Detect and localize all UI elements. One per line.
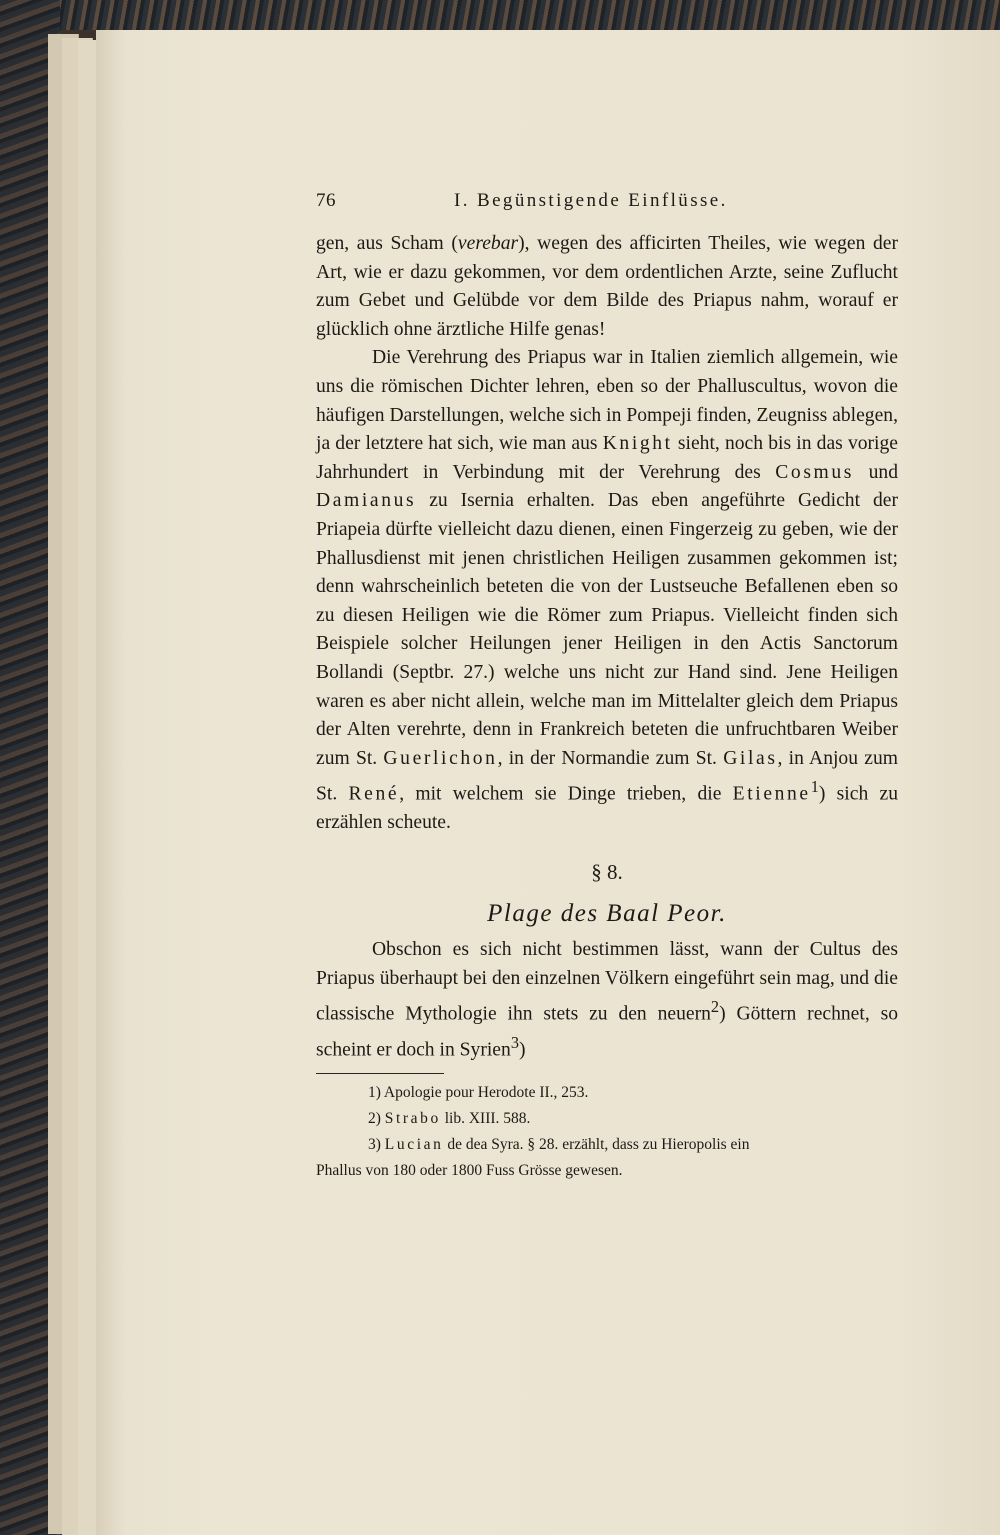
text-run: , in der Normandie zum St. <box>497 747 724 769</box>
text-run: lib. XIII. 588. <box>440 1110 531 1128</box>
footnote-3-continued: Phallus von 180 oder 1800 Fuss Grösse gewesen. <box>316 1162 623 1180</box>
book-cover-top <box>0 0 1000 30</box>
footnote-ref: 2 <box>710 997 720 1017</box>
text-run: , mit welchem sie Dinge trieben, die <box>399 783 733 805</box>
paragraph-1 <box>316 230 898 344</box>
footnote-rule <box>316 1073 444 1074</box>
footnote-ref: 3 <box>510 1033 519 1053</box>
text-run: de dea Syra. § 28. erzählt, dass zu Hieropolis ein <box>443 1136 750 1154</box>
footnote-1: 1) Apologie pour Herodote II., 253. <box>368 1084 589 1102</box>
section-number: § 8. <box>591 860 623 884</box>
spaced-name: Lucian <box>384 1136 444 1154</box>
paragraph-2 <box>316 344 898 838</box>
spaced-name: René <box>348 783 400 805</box>
footnote-2 <box>316 1106 898 1132</box>
running-head <box>316 190 898 230</box>
text-run: ) <box>518 1039 526 1061</box>
italic-term: verebar <box>457 233 519 254</box>
text-run: Obschon es sich nicht bestimmen lässt, wann der Cultus des Priapus überhaupt bei den einzelnen Völkern eingeführt sein mag, und die classische Mythologie ihn stets zu den neuern <box>316 939 898 1025</box>
spaced-name: Damianus <box>316 490 417 512</box>
footnote-ref: 1 <box>810 777 819 797</box>
text-run: ) sich zu erzählen scheute. <box>316 783 898 834</box>
paragraph-3 <box>316 936 898 1065</box>
spaced-name: Strabo <box>384 1110 441 1128</box>
text-run: sieht, noch bis in das vorige Jahrhundert in Verbindung mit der Verehrung des <box>316 433 898 483</box>
spaced-name: Etienne <box>732 783 811 805</box>
spaced-name: Guerlichon <box>383 747 498 769</box>
footnote-3 <box>316 1132 898 1158</box>
text-run: , in Anjou zum St. <box>316 747 898 805</box>
page-text-block <box>316 190 898 1184</box>
running-title: I. Begünstigende Einflüsse. <box>454 190 728 211</box>
spaced-name: Gilas <box>723 747 778 769</box>
text-run: und <box>854 461 898 483</box>
text-run: Die Verehrung des Priapus war in Italien ziemlich allgemein, wie uns die römischen Dichter lehren, eben so der Phalluscultus, wovon die häufigen Darstellungen, welche sich in Pompeji finden, Zeugniss ablegen, ja der letztere hat sich, wie man aus <box>316 347 898 455</box>
text-run: ), wegen des afficirten Theiles, wie wegen der Art, wie er dazu gekommen, vor dem ordentlichen Arzte, seine Zuflucht zum Gebet und Gelübde vor dem Bilde des Priapus nahm, worauf er glücklich ohne ärztliche Hilfe genas! <box>316 233 898 340</box>
body-text <box>316 230 898 1065</box>
spaced-name: Cosmus <box>775 461 855 483</box>
spaced-name: Knight <box>602 433 673 455</box>
page-number: 76 <box>316 190 336 211</box>
text-run: gen, aus Scham ( <box>316 233 458 254</box>
text-run: ) Göttern rechnet, so scheint er doch in Syrien <box>316 1003 899 1061</box>
footnotes <box>316 1080 898 1184</box>
section-title: Plage des Baal Peor. <box>487 900 727 927</box>
text-run: 2) <box>368 1110 385 1128</box>
text-run: 3) <box>368 1136 385 1154</box>
text-run: zu Isernia erhalten. Das eben angeführte Gedicht der Priapeia dürfte vielleicht dazu dienen, einen Fingerzeig zu geben, wie der Phallusdienst mit jenen christlichen Heiligen zusammen gekommen ist; denn wahrscheinlich beteten die von der Lustseuche Befallenen eben so zu diesen Heiligen wie die Römer zum Priapus. Vielleicht finden sich Beispiele solcher Heilungen jener Heiligen in den Actis Sanctorum Bollandi (Septbr. 27.) welche uns nicht zur Hand sind. Jene Heiligen waren es aber nicht allein, welche man im Mittelalter gleich dem Priapus der Alten verehrte, denn in Frankreich beteten die unfruchtbaren Weiber zum St. <box>316 490 898 769</box>
